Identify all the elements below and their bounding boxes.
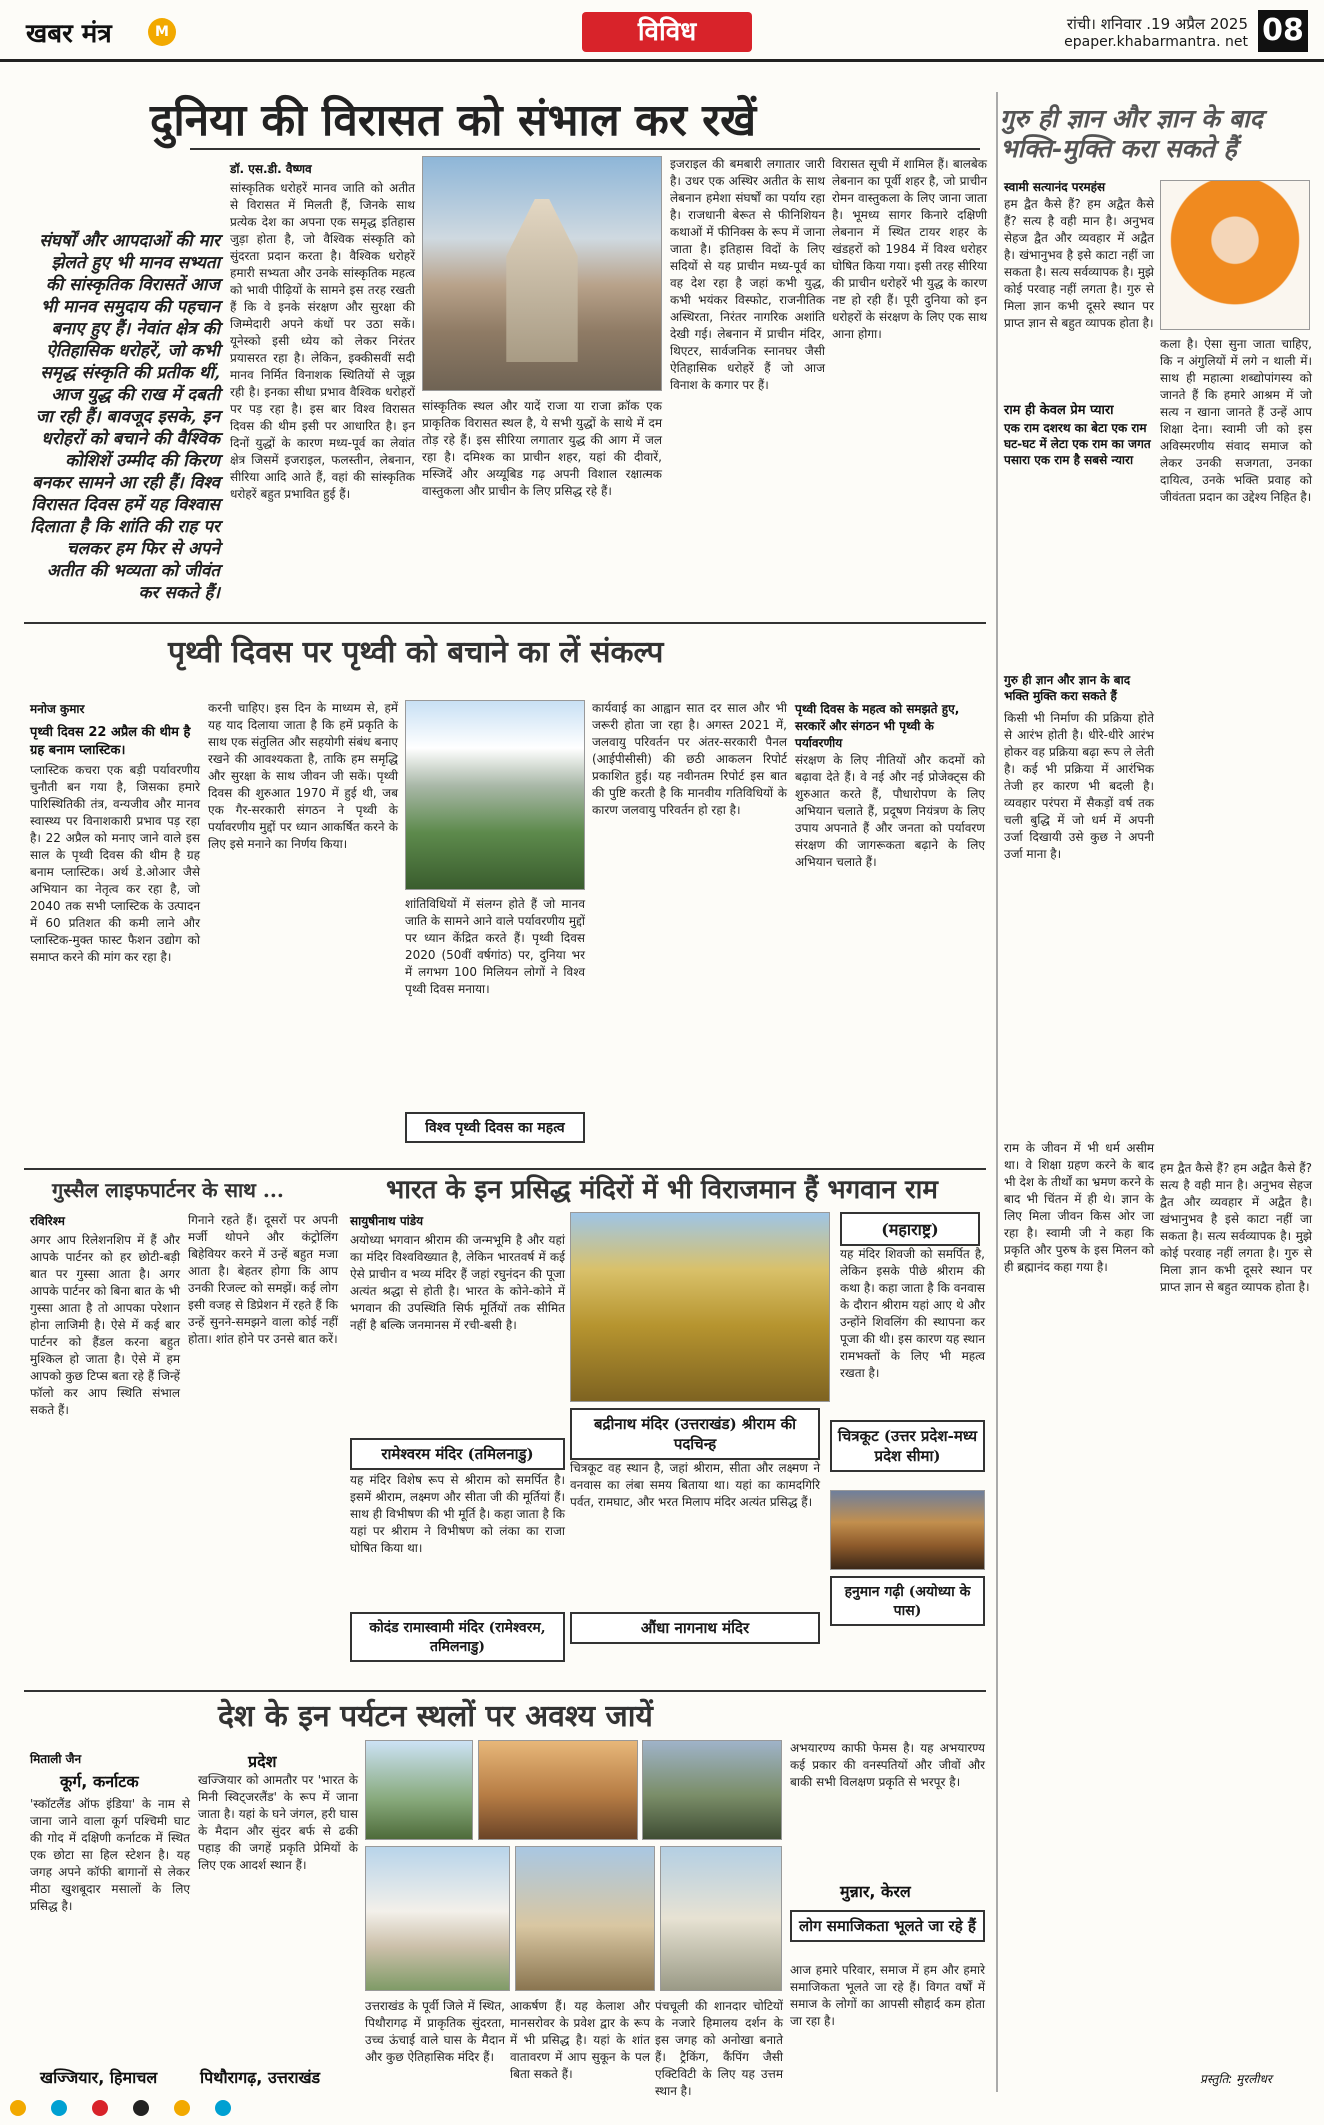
dateline: रांची। शनिवार .19 अप्रैल 2025 [1066,15,1248,33]
logo-badge: M [148,18,176,46]
registration-dot [174,2100,190,2116]
story5-callout2: चित्रकूट (उत्तर प्रदेश-मध्य प्रदेश सीमा) [830,1420,985,1472]
story3-col5: संरक्षण के लिए नीतियों और कदमों को बढ़ावा देते हैं। वे नई और नई प्रोजेक्ट्स की शुरुआत करते हैं, पौधारोपण के लिए अभियान चलाते हैं, प्रदूषण नियंत्रण के लिए उपाय अपनाते हैं और जनता को पर्यावरण संरक्षण की जागरूकता बढ़ाने के लिए अभियान चलाते हैं। [795,753,985,869]
story5-byline: सायुषीनाथ पांडेय [350,1214,424,1228]
ayodhya-photo [830,1490,985,1570]
mountain-photo [405,700,585,890]
footer-registration-marks [0,2096,1324,2120]
story6-place4: लोग समाजिकता भूलते जा रहे हैं [790,1910,985,1942]
story1-col4: सांस्कृतिक स्थल और यादें राजा या राजा क्रॉक एक प्राकृतिक विरासत स्थल है, ये सभी युद्धों के साथे में दम तोड़ रहे हैं। इस सीरिया लगातार युद्ध की आग में जल रहा है। दमिश्क का प्राचीन शहर, यहां की दीवारें, मस्जिदें और अय्यूबिड गढ़ अपनी विशाल रक्षात्मक वास्तुकला और प्राचीन के लिए प्रसिद्ध रहे हैं। [422,399,662,498]
story3-col4: कार्यवाई का आह्वान सात दर साल और भी जरूरी होता जा रहा है। अगस्त 2021 में, जलवायु परिवर्तन पर अंतर-सरकारी पैनल (आईपीसीसी) की छठी आकलन रिपोर्ट प्रकाशित हुई। यह नवीनतम रिपोर्ट इस बात की पुष्टि करती है कि मानवीय गतिविधियों के कारण जलवायु परिवर्तन हो रहा है। [592,701,787,817]
story2-headline: गुरु ही ज्ञान और ज्ञान के बाद भक्ति-मुक्ति करा सकते हैं [1000,104,1263,163]
story1-col2: इजराइल की बमबारी लगातार जारी है। उधर एक अस्थिर अतीत के साथ लेबनान हमेशा संघर्षों का पर्याय रहा है। राजधानी बेरूत से फीनिशियन कथाओं में फीनिक्स के रूप में जाना जाता है। इतिहास विदों के लिए सदियों से यह प्राचीन मध्य-पूर्व का वह देश रहा है जहां कभी युद्ध, कभी भयंकर विस्फोट, राजनीतिक अस्थिरता, निरंतर नागरिक अशांति देखी गई। लेबनान में प्राचीन मंदिर, थिएटर, सार्वजनिक स्नानघर जैसी ऐतिहासिक धरोहरें हैं जो आज विनाश के कगार पर हैं। [670,157,825,392]
rule [24,1690,986,1692]
story6-place6: पिथौरागढ़, उत्तराखंड [200,2068,321,2087]
story6-place2: प्रदेश [248,1752,277,1771]
rule [24,622,986,624]
tourist-photo-6 [660,1846,782,1991]
story6-place1: कूर्ग, कर्नाटक [60,1772,139,1791]
registration-dot [215,2100,231,2116]
story2-sub2: एक राम दशरथ का बेटा एक राम घट-घट में लेटा एक राम का जगत पसारा एक राम है सबसे न्यारा [1004,421,1151,467]
story3-col3: शांतिविधियों में संलग्न होते हैं जो मानव जाति के सामने आने वाले पर्यावरणीय मुद्दों पर ध्यान केंद्रित करते हैं। पृथ्वी दिवस 2020 (50वीं वर्षगांठ) पर, दुनिया भर में लगभग 100 मिलियन लोगों ने विश्व पृथ्वी दिवस मनाया। [405,897,585,996]
story3-byline: मनोज कुमार [30,702,85,716]
story2-body3: किसी भी निर्माण की प्रक्रिया होते से आरंभ होती है। धीरे-धीरे आरंभ होकर वह प्रक्रिया बढ़ा रूप ले लेती है। कई भी प्रक्रिया में आरंभिक तेजी हर कारण भी बदली है। व्यवहार परंपरा में सैकड़ों वर्ष तक चली बुद्धि में जो धर्म में अपनी उर्जा दिखायी उसे कुछ ने अपनी उर्जा माना है। [1004,711,1154,861]
registration-dot [10,2100,26,2116]
story6-headline: देश के इन पर्यटन स्थलों पर अवश्य जायें [218,1699,653,1734]
story6-body7: पंचचूली की शानदार चोटियों के नजारे हिमालय दर्शन के इस जगह को अनोखा बनाते हैं। ट्रैकिंग, कैंपिंग जैसी एक्टिविटी के लिए यह उत्तम स्थान है। [655,1999,783,2098]
registration-dot [133,2100,149,2116]
story1-col1: सांस्कृतिक धरोहरें मानव जाति को अतीत से विरासत में मिलती हैं, जिनके साथ प्रत्येक देश का अपना एक समृद्ध इतिहास जुड़ा होता है, जो वैश्विक संस्कृति को सुंदरता प्रदान करता है। वैश्विक धरोहरें हमारी सभ्यता और उनके सांस्कृतिक महत्व को भावी पीढ़ियों के सामने इस तरह रखती हैं कि वे इनके संरक्षण और सुरक्षा की जिम्मेदारी अपने कंधों पर उठा सकें। यूनेस्को इसी ध्येय को लेकर निरंतर प्रयासरत रहा है। लेकिन, इक्कीसवीं सदी मानव निर्मित विनाशक स्थितियों से जूझ रही है। इनका सीधा प्रभाव वैश्विक धरोहरों पर पड़ रहा है। इस बार विश्व विरासत दिवस की थीम इसी पर आधारित है। इन दिनों युद्धों के कारण मध्य-पूर्व का लेवांत क्षेत्र जिसमें इजराइल, फलस्तीन, लेबनान, सीरिया आदि आते हैं, वहां की सांस्कृतिक धरोहरें बहुत प्रभावित हुई हैं। [230,181,415,501]
temple-photo [422,156,662,391]
story4-byline: रविरिश्म [30,1214,65,1228]
story3-lead: पृथ्वी दिवस 22 अप्रैल की थीम है ग्रह बनाम प्लास्टिक। [30,725,191,758]
story5-body4: चित्रकूट वह स्थान है, जहां श्रीराम, सीता और लक्ष्मण ने वनवास का लंबा समय बिताया था। यहां का कामदगिरि पर्वत, रामघाट, और भरत मिलाप मंदिर अत्यंत प्रसिद्ध हैं। [570,1461,820,1509]
registration-dot [51,2100,67,2116]
story6-body5: उत्तराखंड के पूर्वी जिले में स्थित, पिथौरागढ़ में प्राकृतिक सुंदरता, उच्च ऊंचाई वाले घास के मैदान और कुछ ऐतिहासिक मंदिर हैं। [365,1999,505,2064]
story6-place3: मुन्नार, केरल [840,1882,911,1901]
story5-body1: अयोध्या भगवान श्रीराम की जन्मभूमि है और यहां का मंदिर विश्वविख्यात है, लेकिन भारतवर्ष में कई ऐसे प्राचीन व भव्य मंदिर हैं जहां रघुनंदन की पूजा अत्यंत श्रद्धा से होती है। भारत के कोने-कोने में भगवान की उपस्थिति सिर्फ मूर्तियों तक सीमित नहीं है बल्कि जनमानस में रची-बसी है। [350,1233,565,1332]
story1-headline: दुनिया की विरासत को संभाल कर रखें [150,95,757,146]
tourist-photo-2 [478,1740,638,1840]
tourist-photo-3 [642,1740,782,1840]
registration-dot [92,2100,108,2116]
story1-col3: विरासत सूची में शामिल हैं। बालबेक लेबनान का पूर्वी शहर है, जो प्राचीन रोमन वास्तुकला के लिए जाना जाता है। भूमध्य सागर किनारे दक्षिणी लेबनान में स्थित टायर शहर के खंडहरों को 1984 में विश्व धरोहर घोषित किया गया। इसी तरह सीरिया की प्राचीन धरोहरें भी युद्ध के कारण नष्ट हो रही हैं। पूरी दुनिया को इन धरोहरों के संरक्षण के लिए एक साथ आना होगा। [832,157,987,341]
story2-body2-cont: हम द्वैत कैसे हैं? हम अद्वैत कैसे हैं? सत्य है वही मान है। अनुभव सेहज द्वैत और व्यवहार में अद्वैत है। खंभानुभव है इसे काटा नहीं जा सकता है। सत्य सर्वव्यापक है। मुझे कोई परवाह नहीं लगता है। गुरु से मिला ज्ञान कभी दूसरे स्थान पर प्राप्त ज्ञान से बहुत व्यापक होता है। [1160,1161,1312,1294]
story6-body4: आज हमारे परिवार, समाज में हम और हमारे समाजिकता भूलते जा रहे हैं। विगत वर्षों में समाज के लोगों का आपसी सौहार्द कम होता जा रहा है। [790,1963,985,2028]
story5-callout1: (महाराष्ट्र) [840,1212,980,1246]
story3-col2: करनी चाहिए। इस दिन के माध्यम से, हमें यह याद दिलाया जाता है कि हमें प्रकृति के साथ एक संतुलित और सहयोगी संबंध बनाए रखने की आवश्यकता है, ताकि हम समृद्धि और सुरक्षा के साथ जीवन जी सकें। पृथ्वी दिवस की शुरुआत 1970 में हुई थी, जब एक गैर-सरकारी संगठन ने पृथ्वी के पर्यावरणीय मुद्दों पर ध्यान आकर्षित करने के लिए इसे मनाने का निर्णय किया। [208,701,398,851]
epaper-url[interactable]: epaper.khabarmantra. net [1064,34,1248,50]
guru-photo [1160,180,1310,330]
story2-body4: राम के जीवन में भी धर्म असीम था। वे शिक्षा ग्रहण करने के बाद भी देश के तीर्थों का भ्रमण करने के बाद भी चिंतन में ही थे। ज्ञान के लिए मिला जीवन किस ओर जा रहा है। स्वामी जी ने कहा कि प्रकृति और पुरुष के इस मिलन को ही ब्रह्मानंद कहा गया है। [1004,1141,1154,1274]
story2-body1: हम द्वैत कैसे हैं? हम अद्वैत कैसे हैं? सत्य है वही मान है। अनुभव सेहज द्वैत और व्यवहार में अद्वैत है। खंभानुभव है इसे काटा नहीं जा सकता है। सत्य सर्वव्यापक है। मुझे कोई परवाह नहीं लगता है। गुरु से मिला ज्ञान कभी दूसरे स्थान पर प्राप्त ज्ञान से बहुत व्यापक होता है। [1004,197,1154,330]
story4-headline: गुस्सैल लाइफपार्टनर के साथ ... [52,1178,284,1202]
story3-headline: पृथ्वी दिवस पर पृथ्वी को बचाने का लें संकल्प [168,635,664,670]
story6-byline: मिताली जैन [30,1752,82,1766]
story4-body1: अगर आप रिलेशनशिप में हैं और आपके पार्टनर को हर छोटी-बड़ी बात पर गुस्सा आता है। अगर आपके पार्टनर को बिना बात के भी गुस्सा आता है तो आपका परेशान होना लाजिमी है। ऐसे में कई बार पार्टनर को हैंडल करना बहुत मुश्किल हो जाता है। ऐसे में हम आपको कुछ टिप्स बता रहे हैं जिन्हें फॉलो कर आप स्थिति संभाल सकते हैं। [30,1233,180,1417]
story5-body3: यह मंदिर विशेष रूप से श्रीराम को समर्पित है। इसमें श्रीराम, लक्ष्मण और सीता जी की मूर्तियां हैं। साथ ही विभीषण की भी मूर्ति है। कहा जाता है कि यहां पर श्रीराम ने विभीषण को लंका का राजा घोषित किया था। [350,1473,565,1555]
story2-byline: स्वामी सत्यानंद परमहंस [1004,180,1106,194]
story1-pullquote: संघर्षों और आपदाओं की मार झेलते हुए भी मानव सभ्यता की सांस्कृतिक विरासतें आज भी मानव समुदाय की पहचान बनाए हुए हैं। नेवांत क्षेत्र की ऐतिहासिक धरोहरें, जो कभी समृद्ध संस्कृति की प्रतीक थीं, आज युद्ध की राख में दबती जा रही हैं। बावजूद इसके, इन धरोहरों को बचाने की वैश्विक कोशिशें उम्मीद की किरण बनकर सामने आ रही हैं। विश्व विरासत दिवस हमें यह विश्वास दिलाता है कि शांति की राह पर चलकर हम फिर से अपने अतीत की भव्यता को जीवंत कर सकते हैं। [30,231,220,603]
story5-callout7: औंधा नागनाथ मंदिर [570,1612,820,1644]
story5-headline: भारत के इन प्रसिद्ध मंदिरों में भी विराजमान हैं भगवान राम [386,1175,938,1205]
tourist-photo-4 [365,1846,510,1991]
story4-body2: गिनाने रहते हैं। दूसरों पर अपनी मर्जी थोपने और कंट्रोलिंग बिहेवियर करने में उन्हें बहुत मजा आता है। बेहतर होगा कि आप उनकी रिजल्ट को समझें। कई लोग इसी वजह से डिप्रेशन में रहते हैं कि उन्हें सुनने-समझने वाला कोई नहीं होता। शांत होने पर उनसे बात करें। [188,1213,338,1346]
section-tab: विविध [582,12,752,52]
story5-callout3: रामेश्वरम मंदिर (तमिलनाडु) [350,1438,565,1470]
story2-credit: प्रस्तुति: मुरलीधर [1200,2072,1272,2086]
story2-sub3: गुरु ही ज्ञान और ज्ञान के बाद भक्ति मुक्ति करा सकते हैं [1004,673,1131,703]
story5-body2: यह मंदिर शिवजी को समर्पित है, लेकिन इसके पीछे श्रीराम की कथा है। कहा जाता है कि वनवास के दौरान श्रीराम यहां आए थे और उन्होंने शिवलिंग की स्थापना कर पूजा की थी। इस कारण यह स्थान रामभक्तों के लिए भी महत्व रखता है। [840,1247,985,1380]
tourist-photo-5 [515,1846,655,1991]
story5-callout4: बद्रीनाथ मंदिर (उत्तराखंड) श्रीराम की पदचिन्ह [570,1408,820,1460]
story6-body1: 'स्कॉटलैंड ऑफ इंडिया' के नाम से जाना जाने वाला कूर्ग पश्चिमी घाट की गोद में दक्षिणी कर्नाटक में स्थित एक छोटा सा हिल स्टेशन है। यह जगह अपने कॉफी बागानों से लेकर मीठा खुशबूदार मसालों के लिए प्रसिद्ध है। [30,1797,190,1913]
story3-subhead-right: पृथ्वी दिवस के महत्व को समझते हुए, सरकारें और संगठन भी पृथ्वी के पर्यावरणीय [795,702,960,750]
tourist-photo-1 [365,1740,473,1840]
story6-body2: खज्जियार को आमतौर पर 'भारत के मिनी स्विट्जरलैंड' के रूप में जाना जाता है। यहां के घने जंगल, हरी घास के मैदान और सुंदर बर्फ से ढकी पहाड़ की जगहें प्रकृति प्रेमियों के लिए एक आदर्श स्थान हैं। [198,1773,358,1872]
story1-byline: डॉ. एस.डी. वैष्णव [230,162,312,176]
story5-callout5: हनुमान गढ़ी (अयोध्या के पास) [830,1576,985,1626]
logo: खबर मंत्र [26,19,112,49]
story3-col1: प्लास्टिक कचरा एक बड़ी पर्यावरणीय चुनौती बन गया है, जिसका हमारे पारिस्थितिकी तंत्र, वन्यजीव और मानव स्वास्थ्य पर विनाशकारी प्रभाव पड़ रहा है। 22 अप्रैल को मनाए जाने वाले इस साल के पृथ्वी दिवस की थीम है ग्रह बनाम प्लास्टिक। अर्थ डे.ओआर जैसे अभियान का नेतृत्व कर रहा है, जो 2040 तक सभी प्लास्टिक के उत्पादन में 60 प्रतिशत की कमी लाने और प्लास्टिक-मुक्त फास्ट फैशन उद्योग को समाप्त करने की मांग कर रहा है। [30,763,200,964]
story2-body2: कला है। ऐसा सुना जाता चाहिए, कि न अंगुलियों में लगे न थाली में। साथ ही महात्मा शब्द्योपांगस्य को जानते हैं कि हमारे आश्रम में जो सत्य न खाना जानते हैं उन्हें आप शिक्षा देना। स्वामी जी को इस अविस्मरणीय संवाद समाज को लेकर उनकी सजगता, उनका दायित्व, उनके भक्ति प्रवाह को जीवंतता प्रदान का उद्देश्य निहित है। [1160,337,1312,504]
story6-body3: अभयारण्य काफी फेमस है। यह अभयारण्य कई प्रकार की वनस्पतियों और जीवों और बाकी सभी विलक्षण प्रकृति से भरपूर है। [790,1741,985,1789]
story6-place5: खज्जियार, हिमाचल [40,2068,158,2087]
story3-subhead-mid: विश्व पृथ्वी दिवस का महत्व [405,1112,585,1143]
column-divider [996,92,998,2092]
story5-callout6: कोदंड रामास्वामी मंदिर (रामेश्वरम, तमिलनाडु) [350,1612,565,1662]
ram-temple-photo [570,1212,830,1402]
story6-body6: आकर्षण हैं। यह केलाश और मानसरोवर के प्रवेश द्वार के रूप में भी प्रसिद्ध है। यहां के शांत वातावरण में आप सुकून के पल बिता सकते हैं। [510,1999,650,2081]
rule [190,148,980,150]
page-number: 08 [1258,10,1308,52]
story2-sub1: राम ही केवल प्रेम प्यारा [1004,403,1114,418]
